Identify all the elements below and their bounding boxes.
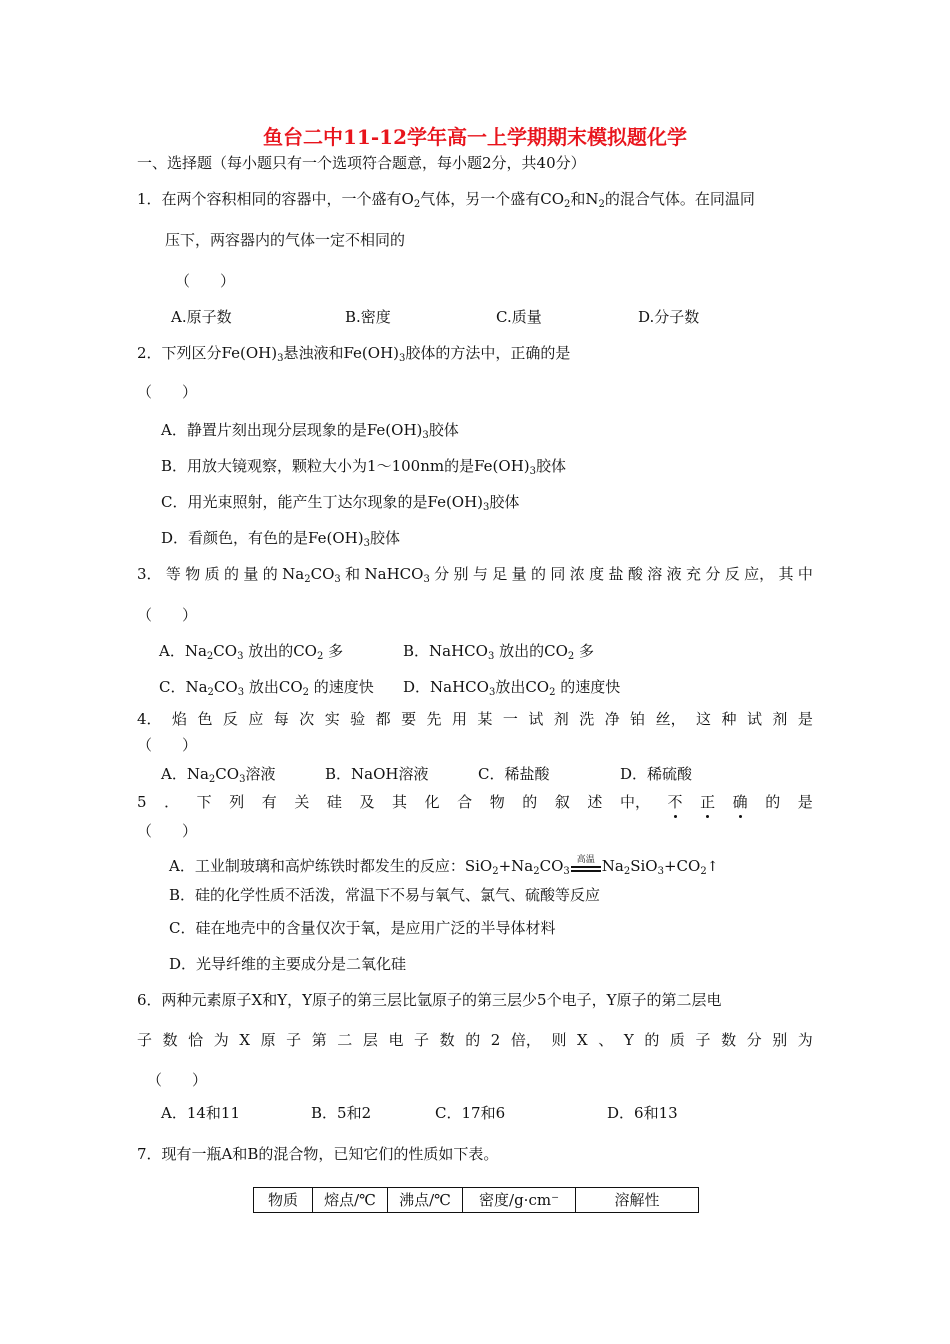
q2-option-c: C．用光束照射，能产生丁达尔现象的是$Fe(OH)_3$胶体 — [161, 493, 520, 513]
header-substance: 物质 — [254, 1188, 313, 1213]
q2-stem: 2．下列区分$Fe(OH)_3$悬浊液和$Fe(OH)_3$胶体的方法中，正确的是 — [137, 344, 571, 364]
q4-option-a: A．$Na_2CO_3$溶液 — [161, 765, 276, 785]
q3-option-d: D．NaHCO$_3$放出$CO_2$ 的速度快 — [403, 678, 621, 698]
q1-option-b: B.密度 — [345, 308, 391, 326]
emphasis-correct: 正 — [700, 793, 716, 811]
gas-arrow-icon: ↑ — [706, 859, 719, 875]
header-density: 密度/g·cm⁻ — [463, 1188, 576, 1213]
q5-option-c: C．硅在地壳中的含量仅次于氧，是应用广泛的半导体材料 — [169, 919, 556, 937]
header-melting-point: 熔点/℃ — [313, 1188, 388, 1213]
q4-stem: 4． 焰 色 反 应 每 次 实 验 都 要 先 用 某 一 试 剂 洗 净 铂 丝， 这 种 试 剂 是 — [137, 710, 813, 728]
q1-option-a: A.原子数 — [171, 308, 232, 326]
q7-stem: 7．现有一瓶A和B的混合物，已知它们的性质如下表。 — [137, 1145, 499, 1163]
q6-option-d: D．6和13 — [607, 1104, 678, 1122]
q2-answer-paren: （ ） — [137, 383, 198, 401]
q1-option-c: C.质量 — [496, 308, 542, 326]
q6-stem-line2: 子 数 恰 为 X 原 子 第 二 层 电 子 数 的 2 倍， 则 X 、 Y 的 质 子 数 分 别 为 — [137, 1031, 813, 1049]
q2-option-d: D．看颜色，有色的是$Fe(OH)_3$胶体 — [161, 529, 400, 549]
q6-option-c: C．17和6 — [435, 1104, 506, 1122]
q6-stem-line1: 6．两种元素原子X和Y，Y原子的第三层比氩原子的第三层少5个电子，Y原子的第二层电 — [137, 991, 722, 1009]
q5-answer-paren: （ ） — [137, 822, 198, 840]
q3-option-a: A．$Na_2CO_3$ 放出的$CO_2$ 多 — [159, 642, 344, 662]
q2-option-a: A．静置片刻出现分层现象的是$Fe(OH)_3$胶体 — [161, 421, 459, 441]
q5-option-a: A．工业制玻璃和高炉练铁时都发生的反应：$SiO_2+Na_2CO_3$ 高温 $Na_2SiO_3+CO_2↑$ — [169, 855, 719, 877]
document-title: 鱼台二中11-12学年高一上学期期末模拟题化学 — [263, 125, 687, 149]
q1-stem-line1: 1．在两个容积相同的容器中，一个盛有$O_2$气体，另一个盛有$CO_2$和$N_2$的混合气体。在同温同 — [137, 190, 755, 210]
q4-option-c: C．稀盐酸 — [478, 765, 550, 783]
q1-stem-line2: 压下，两容器内的气体一定不相同的 — [165, 231, 406, 249]
header-boiling-point: 沸点/℃ — [388, 1188, 463, 1213]
q6-answer-paren: （ ） — [147, 1071, 208, 1089]
q4-answer-paren: （ ） — [137, 736, 198, 754]
q2-option-b: B．用放大镜观察，颗粒大小为1～100nm的是$Fe(OH)_3$胶体 — [161, 457, 567, 477]
q5-option-d: D．光导纤维的主要成分是二氧化硅 — [169, 955, 407, 973]
header-solubility: 溶解性 — [576, 1188, 699, 1213]
q1-answer-paren: （ ） — [175, 272, 236, 290]
section-heading: 一、选择题（每小题只有一个选项符合题意，每小题2分，共40分） — [137, 154, 586, 172]
q3-answer-paren: （ ） — [137, 606, 198, 624]
high-temperature-condition-icon: 高温 — [571, 857, 601, 873]
q6-option-b: B．5和2 — [311, 1104, 372, 1122]
q6-option-a: A．14和11 — [161, 1104, 241, 1122]
properties-table — [253, 1187, 699, 1213]
q4-option-d: D．稀硫酸 — [620, 765, 693, 783]
q5-option-b: B．硅的化学性质不活泼，常温下不易与氧气、氯气、硫酸等反应 — [169, 886, 601, 904]
q4-option-b: B．NaOH溶液 — [325, 765, 429, 783]
table-header-row — [254, 1188, 699, 1213]
q3-option-b: B．NaHCO$_3$ 放出的$CO_2$ 多 — [403, 642, 595, 662]
emphasis-accurate: 确 — [732, 793, 748, 811]
q3-option-c: C．$Na_2CO_3$ 放出$CO_2$ 的速度快 — [159, 678, 374, 698]
q3-stem: 3． 等 物 质 的 量 的 $Na_2CO_3$ 和 NaHCO$_3$ 分 别 与 足 量 的 同 浓 度 盐 酸 溶 液 充 分 反 应， 其 中 — [137, 565, 813, 585]
q5-stem: 5 ． 下 列 有 关 硅 及 其 化 合 物 的 叙 述 中， 不 正 确 的 是 — [137, 793, 813, 811]
q1-option-d: D.分子数 — [638, 308, 700, 326]
emphasis-not: 不 — [667, 793, 683, 811]
